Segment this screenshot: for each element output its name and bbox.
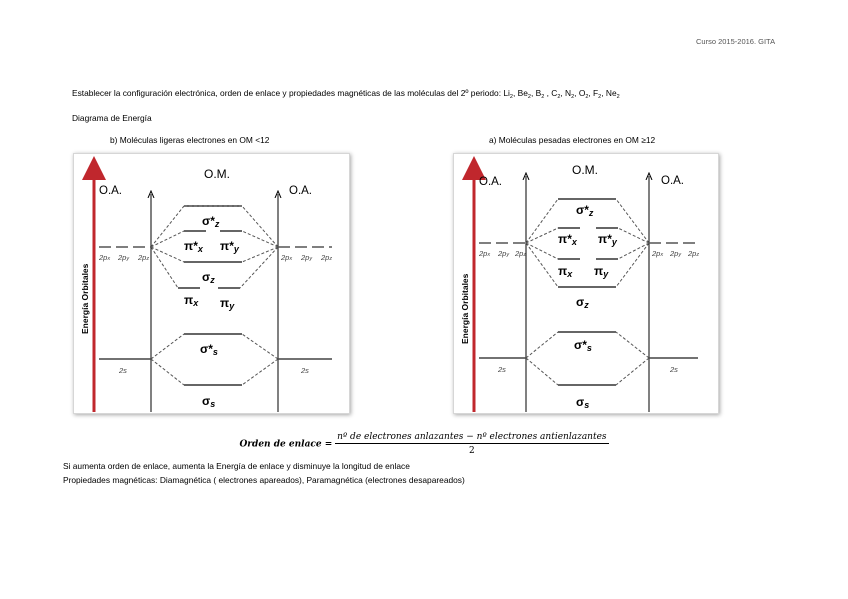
corr-lines-2s xyxy=(526,332,649,385)
label-pi-star-x: π*x xyxy=(558,232,577,247)
molecule-ne: $Ne_2$ xyxy=(605,88,620,100)
mo-diagram-heavy-svg xyxy=(454,154,718,413)
ao-2px-right: 2px xyxy=(652,249,664,258)
formula-numerator: nº de electrones anlazantes − nº electrones antienlazantes xyxy=(337,432,607,442)
label-pi-x: πx xyxy=(184,293,199,308)
formula-lhs: Orden de enlace = xyxy=(239,439,333,450)
molecule-n: $N_2$ xyxy=(565,88,575,100)
label-sigma-s: σs xyxy=(576,395,590,410)
molecule-list: $Li_2$, $Be_2$, $B_2$ , $C_2$, $N_2$, $O_2$, $F_2$, $Ne_2$ xyxy=(503,88,620,100)
mo-diagram-light-svg xyxy=(74,154,349,413)
caption-light-molecules: b) Moléculas ligeras electrones en OM <12 xyxy=(110,135,270,145)
label-pi-star-x: π*x xyxy=(184,239,203,254)
ao-2pz-right: 2pz xyxy=(688,249,700,258)
molecule-f: $F_2$ xyxy=(593,88,602,100)
question-text xyxy=(72,88,620,100)
oa-left-label: O.A. xyxy=(479,176,503,188)
ao-2py-right: 2py xyxy=(301,253,313,262)
label-pi-y: πy xyxy=(220,296,235,311)
ao-2s-left: 2s xyxy=(119,366,127,375)
ao-2px-left: 2px xyxy=(479,249,491,258)
molecule-b: $B_2$ xyxy=(535,88,545,100)
corr-lines-2s xyxy=(151,334,278,385)
ao-2s-right: 2s xyxy=(301,366,309,375)
om-label: O.M. xyxy=(204,167,230,181)
energy-axis-label: Energía Orbitales xyxy=(80,263,90,334)
question-prefix: Establecer la configuración electrónica, orden de enlace y propiedades magnéticas de las moléculas del 2º periodo: xyxy=(72,88,502,98)
label-sigma-star-s: σ*s xyxy=(200,342,218,357)
molecule-li: $Li_2$ xyxy=(503,88,513,100)
label-sigma-s: σs xyxy=(202,394,216,409)
oa-right-label: O.A. xyxy=(661,175,685,187)
ao-2py-right: 2py xyxy=(670,249,682,258)
ao-2pz-left: 2pz xyxy=(515,249,527,258)
bond-order-formula xyxy=(0,432,848,456)
ao-2pz-right: 2pz xyxy=(321,253,333,262)
mo-diagram-heavy xyxy=(453,153,719,414)
label-pi-star-y: π*y xyxy=(220,239,239,254)
ao-2px-right: 2px xyxy=(281,253,293,262)
ao-2s-right: 2s xyxy=(670,365,678,374)
ao-2py-left: 2py xyxy=(498,249,510,258)
formula-fraction xyxy=(335,432,608,456)
molecule-c: $C_2$ xyxy=(551,88,561,100)
formula-denominator: 2 xyxy=(468,446,475,456)
diagram-subtitle: Diagrama de Energía xyxy=(72,113,152,123)
label-pi-star-y: π*y xyxy=(598,232,617,247)
energy-axis-label: Energía Orbitales xyxy=(460,273,470,344)
label-pi-y: πy xyxy=(594,264,609,279)
note-magnetic-properties: Propiedades magnéticas: Diamagnética ( electrones apareados), Paramagnética (electrones desapareados) xyxy=(63,475,465,485)
ao-2s-left: 2s xyxy=(498,365,506,374)
ao-2pz-left: 2pz xyxy=(138,253,150,262)
molecule-o: $O_2$ xyxy=(578,88,589,100)
ao-2py-left: 2py xyxy=(118,253,130,262)
molecule-be: $Be_2$ xyxy=(517,88,531,100)
label-sigma-star-z: σ*z xyxy=(202,214,220,229)
om-label: O.M. xyxy=(572,163,598,177)
label-sigma-star-z: σ*z xyxy=(576,203,594,218)
oa-right-label: O.A. xyxy=(289,185,313,197)
label-sigma-z: σz xyxy=(202,270,215,285)
label-sigma-z: σz xyxy=(576,295,589,310)
ao-2px-left: 2px xyxy=(99,253,111,262)
label-sigma-star-s: σ*s xyxy=(574,338,592,353)
oa-left-label: O.A. xyxy=(99,185,123,197)
label-pi-x: πx xyxy=(558,264,573,279)
mo-diagram-light xyxy=(73,153,350,414)
course-header: Curso 2015-2016. GITA xyxy=(696,37,776,46)
note-bond-order: Si aumenta orden de enlace, aumenta la Energía de enlace y disminuye la longitud de enlace xyxy=(63,461,410,471)
caption-heavy-molecules: a) Moléculas pesadas electrones en OM ≥12 xyxy=(489,135,656,145)
